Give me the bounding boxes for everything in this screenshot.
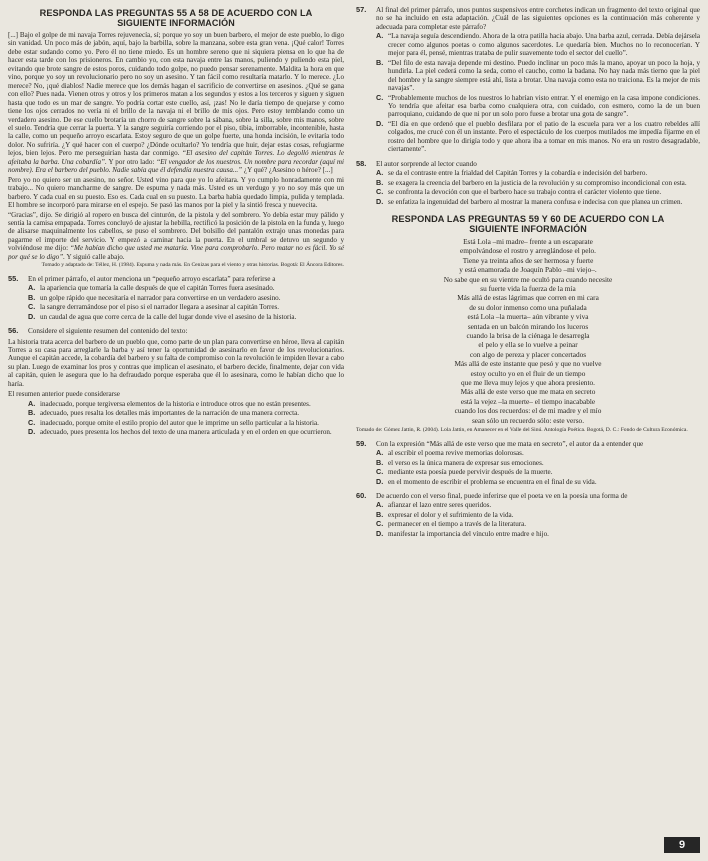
story-paragraph-3 bbox=[8, 211, 344, 262]
option-text: inadecuado, porque tergiversa elementos de la historia e introduce otros que no están presentes. bbox=[40, 399, 311, 408]
option-56-b[interactable] bbox=[28, 409, 344, 417]
option-57-c[interactable] bbox=[376, 94, 700, 119]
poem-line: sentada en un balcón mirando los luceros bbox=[467, 321, 589, 331]
option-58-d[interactable] bbox=[376, 198, 700, 206]
option-60-d[interactable] bbox=[376, 530, 700, 538]
option-60-a[interactable] bbox=[376, 501, 700, 509]
poem-line: empolvándose el rostro y arreglándose el pelo. bbox=[460, 246, 596, 256]
story-quote: “El vengador de los nuestros. Un nombre para recordar (aquí mi nombre). Era el barbero del pueblo. Nadie sabía que él defendía nuestra causa...” bbox=[8, 157, 345, 175]
story-text: “Gracias”, dijo. Se dirigió al ropero en busca del cinturón, de la pistola y del sombrero. Yo debía estar muy pálido y sentía la camisa empapada. Torres concluyó de ajustar la hebilla, rectificó la posición de la pistola en la funda y, luego de alisarse maquinalmente los cabellos, se puso el sombrero. Del bolsillo del pantalón extrajo unas monedas para pagarme el importe del servicio. Y empezó a caminar hacia la puerta. En el umbral se detuvo un segundo y volviéndose me dijo: bbox=[8, 210, 344, 253]
option-text: en el momento de escribir el problema se encuentra en el final de su vida. bbox=[388, 477, 597, 486]
option-text: se da el contraste entre la frialdad del Capitán Torres y la cobardía e indecisión del barbero. bbox=[388, 169, 648, 178]
question-58 bbox=[356, 160, 700, 168]
question-text: Al final del primer párrafo, unos puntos suspensivos entre corchetes indican un fragmento del texto original que no se ha incluido en esta adaptación. ¿Cuál de las siguientes opciones es la continuación más coherente y adecuada para completar este párrafo? bbox=[376, 6, 700, 31]
option-56-d[interactable] bbox=[28, 428, 344, 436]
question-text: El autor sorprende al lector cuando bbox=[376, 159, 477, 168]
poem-source: Tomado de: Gómez Jattin, R. (2004). Lola Jattin, en Amanecer en el Valle del Sinú. Antología Poética. Bogotá, D. C.: Fondo de Cultura Económica. bbox=[356, 427, 688, 434]
question-57 bbox=[356, 6, 700, 31]
question-text: Con la expresión “Más allá de este verso que me mata en secreto”, el autor da a entender que bbox=[376, 439, 644, 448]
option-60-c[interactable] bbox=[376, 520, 700, 528]
option-58-a[interactable] bbox=[376, 169, 700, 177]
option-letter: D. bbox=[28, 311, 36, 321]
question-59 bbox=[356, 440, 700, 448]
option-55-a[interactable] bbox=[28, 284, 344, 292]
story-text: [...] Bajo el golpe de mi navaja Torres rejuvenecía, sí; porque yo soy un buen barbero, el mejor de este pueblo, lo digo sin vanidad. Un poco más de jabón, aquí, bajo la barbilla, sobre la manzana, sobre esta gran vena. ¡Qué calor! Torres debe estar sudando como yo. Pero él no tiene miedo. Es un hombre sereno que ni siquiera piensa en lo que ha de hacer esta tarde con los prisioneros. En cambio yo, con esta navaja entre las manos, puliendo y puliendo esta piel, evitando que brote sangre de estos poros, cuidando todo golpe, no puedo pensar serenamente. Maldita la hora en que vino, porque yo soy un revolucionario pero no soy un asesino. Y tan fácil como resultaría matarlo. Y lo merece. ¿Lo merece? No, ¡qué diablos! Nadie merece que los demás hagan el sacrificio de convertirse en asesinos. ¿Qué se gana con ello? Pues nada. Vienen otros y otros y los primeros matan a los segundos y estos a los terceros y siguen y siguen hasta que todo es un mar de sangre. Yo podría cortar este cuello, así, ¡zas! No le daría tiempo de quejarse y como tiene los ojos cerrados no vería ni el brillo de la navaja ni el brillo de mis ojos. Pero estoy temblando como un verdadero asesino. De ese cuello brotaría un chorro de sangre sobre la sábana, sobre la silla, sobre mis manos, sobre el suelo. Tendría que cerrar la puerta. Y la sangre seguiría corriendo por el piso, tibia, imborrable, incontenible, hasta la calle, como un pequeño arroyo escarlata. Estoy seguro de que un golpe fuerte, una honda incisión, le evitaría todo dolor. No sufriría. ¿Y qué hacer con el cuerpo? ¿Dónde ocultarlo? Yo tendría que huir, dejar estas cosas, refugiarme lejos, bien lejos. Pero me perseguirían hasta dar conmigo. bbox=[8, 31, 344, 158]
option-letter: B. bbox=[376, 177, 384, 187]
page-number-badge: 9 bbox=[664, 837, 700, 853]
option-text: al escribir el poema revive memorias dolorosas. bbox=[388, 449, 524, 458]
option-letter: B. bbox=[28, 408, 36, 418]
question-number: 59. bbox=[356, 438, 367, 448]
option-letter: D. bbox=[376, 118, 384, 128]
option-text: mediante esta poesía puede pervivir después de la muerte. bbox=[388, 468, 553, 477]
option-text: inadecuado, porque omite el estilo propio del autor que le imprime un sello particular a la historia. bbox=[40, 418, 319, 427]
question-number: 60. bbox=[356, 490, 367, 500]
story-paragraph-1 bbox=[8, 31, 344, 175]
option-60-b[interactable] bbox=[376, 511, 700, 519]
option-letter: B. bbox=[376, 509, 384, 519]
question-text: De acuerdo con el verso final, puede inferirse que el poeta ve en la poesía una forma de bbox=[376, 491, 628, 500]
poem-line: de su dolor inmenso como una puñalada bbox=[469, 302, 587, 312]
option-letter: A. bbox=[376, 31, 384, 41]
poem-line: Más allá de estas lágrimas que corren en mi cara bbox=[457, 293, 599, 303]
option-text: se confronta la devoción con que el barbero hace su trabajo contra el carácter violento que tiene. bbox=[388, 188, 662, 197]
option-text: “Del filo de esta navaja depende mi destino. Puedo inclinar un poco más la mano, apoyar un poco la hoja, y hundirla. La piel cederá como la seda, como el caucho, como la badana. No hay nada más tierno que la piel del hombre y la sangre siempre está ahí, lista a brotar. Una navaja como esta no traiciona. Es la mejor de mis navajas”. bbox=[388, 58, 700, 93]
question-number: 58. bbox=[356, 158, 367, 168]
option-text: manifestar la importancia del vínculo entre madre e hijo. bbox=[388, 529, 549, 538]
poem-line: cuando los dos recuerdos: el de mi madre y el mío bbox=[454, 406, 602, 416]
heading-sub: SIGUIENTE INFORMACIÓN bbox=[469, 223, 587, 234]
option-letter: D. bbox=[376, 476, 384, 486]
option-55-c[interactable] bbox=[28, 303, 344, 311]
poem-line: el pelo y ella se lo vuelve a peinar bbox=[478, 340, 578, 350]
option-letter: D. bbox=[376, 528, 384, 538]
option-letter: B. bbox=[376, 457, 384, 467]
option-55-d[interactable] bbox=[28, 313, 344, 321]
option-letter: A. bbox=[28, 398, 36, 408]
option-56-a[interactable] bbox=[28, 400, 344, 408]
section-heading-55-58 bbox=[8, 8, 344, 28]
question-text: Considere el siguiente resumen del contenido del texto: bbox=[28, 327, 188, 336]
heading-sub: SIGUIENTE INFORMACIÓN bbox=[117, 18, 235, 28]
poem-line: No sabe que en su vientre me ocultó para cuando necesite bbox=[443, 274, 613, 284]
poem-line: cuando la brisa de la ciénaga le desarregla bbox=[466, 331, 590, 341]
question-56-prompt: El resumen anterior puede considerarse bbox=[8, 390, 120, 399]
option-text: un caudal de agua que corre cerca de la calle del lugar donde vive el asesino de la historia. bbox=[40, 312, 297, 321]
option-letter: C. bbox=[376, 92, 384, 102]
option-letter: A. bbox=[376, 448, 384, 458]
option-59-c[interactable] bbox=[376, 468, 700, 476]
question-number: 55. bbox=[8, 273, 19, 283]
option-letter: A. bbox=[28, 283, 36, 293]
story-text: Y por otro lado: bbox=[108, 157, 155, 166]
poem-line: está la vejez –la muerte– el tiempo inacabable bbox=[460, 396, 596, 406]
option-text: se exagera la creencia del barbero en la justicia de la revolución y su compromiso incondicional con esta. bbox=[388, 178, 687, 187]
poem-line: y está enamorada de Joaquín Pablo –mi viejo–. bbox=[459, 265, 597, 275]
poem-line: estoy oculto yo en el fluir de un tiempo bbox=[470, 368, 586, 378]
option-55-b[interactable] bbox=[28, 294, 344, 302]
story-paragraph-2: Pero yo no quiero ser un asesino, no señor. Usted vino para que yo lo afeitara. Y yo cumplo honradamente con mi trabajo... No quiero mancharme de sangre. De espuma y nada más. Usted es un verdugo y yo no soy más que un barbero. Y cada cual en su puesto. Eso es. Cada cual en su puesto. La barba había quedado limpia, pulida y templada. El hombre se incorporó para mirarse en el espejo. Se pasó las manos por la piel y la sintió fresca y nuevecita. bbox=[8, 175, 344, 210]
left-column bbox=[8, 6, 344, 437]
question-number: 56. bbox=[8, 326, 19, 336]
heading-main: RESPONDA LAS PREGUNTAS 59 Y 60 DE ACUERDO CON LA bbox=[391, 213, 665, 224]
option-letter: A. bbox=[376, 500, 384, 510]
option-letter: B. bbox=[28, 292, 36, 302]
story-quote: “El asesino del capitán Torres. Lo degolló mientras le afeitaba la barba. Una cobardía”. bbox=[8, 149, 344, 166]
poem-line: su fuerte vida la fuerza de la mía bbox=[480, 284, 576, 293]
question-60 bbox=[356, 492, 700, 500]
option-letter: C. bbox=[376, 467, 384, 477]
option-letter: C. bbox=[28, 417, 36, 427]
story-text: Y siguió calle abajo. bbox=[66, 252, 125, 261]
option-text: adecuado, pues presenta los hechos del texto de una manera articulada y en el orden en que ocurrieron. bbox=[40, 428, 332, 437]
poem-line: Más allá de este verso que me mata en secreto bbox=[460, 387, 596, 397]
option-58-b[interactable] bbox=[376, 179, 700, 187]
option-59-b[interactable] bbox=[376, 459, 700, 467]
question-56-summary: La historia trata acerca del barbero de un pueblo que, como parte de un plan para convertirse en héroe, lleva al capitán Torres a su casa para arreglarle la barba y así tener la oportunidad de asesinarlo en favor de los revolucionarios. Aunque el capitán accede, la cobardía del barbero y su falta de compromiso con la revolución le impiden llevar a cabo su plan. Luego de examinar los pros y contras que implican el asesinato, el barbero decide, finalmente, dejar con vida al capitán, quien le asegura que lo ha defraudado porque esperaba que él lo asesinara, como le habían dicho que lo haría. bbox=[8, 337, 344, 388]
option-text: la sangre derramándose por el piso si el narrador llegara a asesinar al capitán Torres. bbox=[40, 303, 280, 312]
option-text: el verso es la única manera de expresar sus emociones. bbox=[388, 458, 544, 467]
option-letter: C. bbox=[28, 302, 36, 312]
option-57-b[interactable] bbox=[376, 59, 700, 93]
heading-main: RESPONDA LAS PREGUNTAS 55 A 58 DE ACUERDO CON LA bbox=[39, 8, 313, 18]
story-text: ¿Y qué? ¿Asesino o héroe? [...] bbox=[243, 166, 333, 175]
poem-line: sean sólo un recuerdo sólo: este verso. bbox=[471, 415, 585, 425]
poem-line: Está Lola –mi madre– frente a un escaparate bbox=[463, 236, 593, 246]
option-letter: C. bbox=[376, 519, 384, 529]
right-column bbox=[356, 6, 700, 538]
option-letter: C. bbox=[376, 187, 384, 197]
option-text: “La navaja seguía descendiendo. Ahora de la otra patilla hacia abajo. Una barba azul, cerrada. Debía dejársela crecer como algunos poetas o como algunos sacerdotes. Le quedaría bien. Muchos no lo reconocerían. Y mejor para él, pensé, mientras trataba de pulir suavemente todo el sector del cuello”. bbox=[388, 32, 700, 58]
option-59-a[interactable] bbox=[376, 449, 700, 457]
option-letter: A. bbox=[376, 168, 384, 178]
option-text: permanecer en el tiempo a través de la literatura. bbox=[388, 520, 527, 529]
option-56-c[interactable] bbox=[28, 419, 344, 427]
option-letter: B. bbox=[376, 57, 384, 67]
question-56 bbox=[8, 327, 344, 335]
poem bbox=[356, 237, 700, 425]
option-57-a[interactable] bbox=[376, 32, 700, 57]
question-55 bbox=[8, 275, 344, 283]
option-text: “Probablemente muchos de los nuestros lo habrían visto entrar. Y el enemigo en la casa impone condiciones. Yo tendría que afeitar esa barba como cualquiera otra, con cuidado, con esmero, como la de un buen parroquiano, cuidando de que ni por un solo poro fuese a brotar una gota de sangre”. bbox=[388, 93, 700, 119]
poem-line: que me lleva muy lejos y que ahora presiento. bbox=[461, 378, 595, 388]
section-heading-59-60 bbox=[356, 214, 700, 234]
story-source: Tomado y adaptado de: Téllez, H. (1984). Espuma y nada más. En Cenizas para el viento y otras historias. Bogotá: El Áncora Editores. bbox=[41, 262, 344, 269]
option-letter: D. bbox=[28, 427, 36, 437]
option-text: expresar el dolor y el sufrimiento de la vida. bbox=[388, 510, 514, 519]
option-letter: D. bbox=[376, 196, 384, 206]
question-number: 57. bbox=[356, 5, 367, 14]
poem-line: Más allá de este instante que pesó y que no vuelve bbox=[454, 359, 602, 369]
option-59-d[interactable] bbox=[376, 478, 700, 486]
option-text: adecuado, pues resalta los detalles más importantes de la narración de una manera correcta. bbox=[40, 409, 300, 418]
question-text: En el primer párrafo, el autor menciona un “pequeño arroyo escarlata” para referirse a bbox=[28, 274, 276, 283]
option-text: afianzar el lazo entre seres queridos. bbox=[388, 501, 492, 510]
option-58-c[interactable] bbox=[376, 188, 700, 196]
option-text: la apariencia que tomaría la calle después de que el capitán Torres fuera asesinado. bbox=[40, 284, 275, 293]
story-quote: “Me habían dicho que usted me mataría. Vine para comprobarlo. Pero matar no es fácil. Yo sé por qué se lo digo”. bbox=[8, 244, 344, 261]
option-57-d[interactable] bbox=[376, 120, 700, 154]
poem-line: con algo de pereza y placer concertados bbox=[469, 349, 587, 359]
option-text: “El día en que ordenó que el pueblo desfilara por el patio de la escuela para ver a los cuatro rebeldes allí colgados, me crucé con él un instante. Pero el espectáculo de los cuerpos mutilados me impedía fijarme en el rostro del hombre que lo dirigía todo y que ahora iba a tomar en mis manos. No era un rostro desagradable, ciertamente”. bbox=[388, 119, 700, 154]
option-text: un golpe rápido que necesitaría el narrador para convertirse en un verdadero asesino. bbox=[40, 293, 281, 302]
poem-line: Tiene ya treinta años de ser hermosa y fuerte bbox=[462, 255, 594, 265]
option-text: se enfatiza la ingenuidad del barbero al mostrar la manera confusa e indecisa con que planea un crimen. bbox=[388, 197, 683, 206]
poem-line: está Lola –la muerta– aún vibrante y viva bbox=[467, 312, 589, 322]
